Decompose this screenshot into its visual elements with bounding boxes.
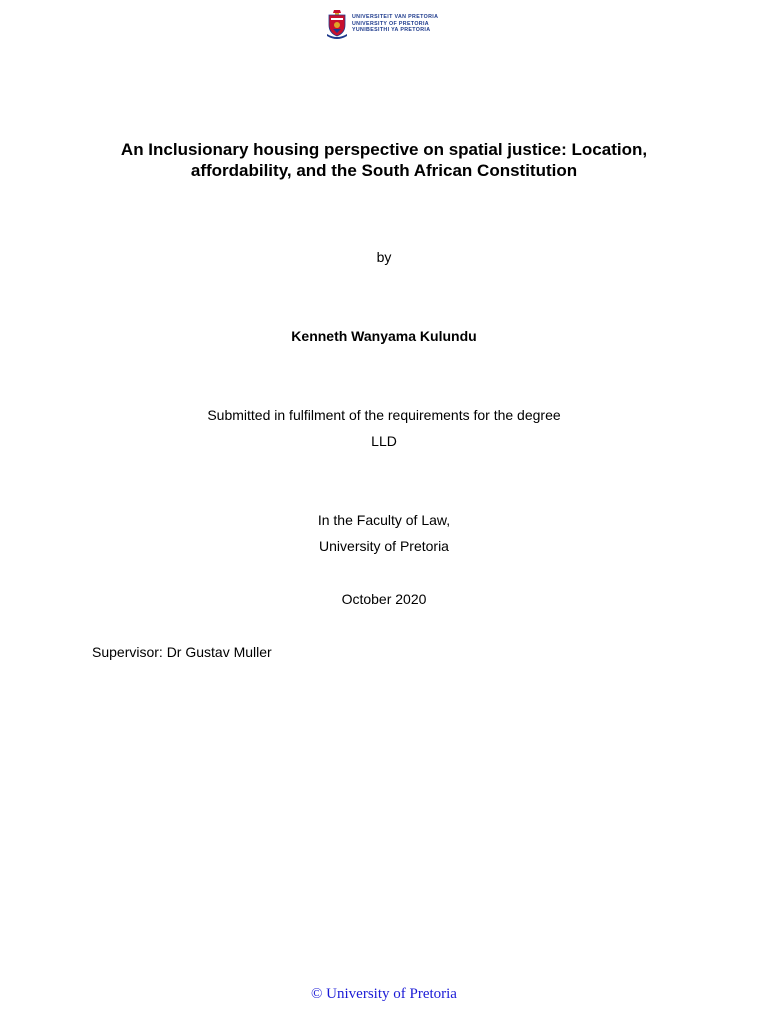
copyright-footer: © University of Pretoria (311, 986, 457, 1002)
submission-statement: Submitted in fulfilment of the requirements for the degree (207, 407, 561, 423)
logo-text (352, 14, 438, 33)
faculty-name: In the Faculty of Law, (317, 512, 451, 528)
thesis-title-line-2: affordability, and the South African Constitution (190, 161, 578, 180)
university-name: University of Pretoria (319, 538, 449, 554)
logo-line-afrikaans: UNIVERSITEIT VAN PRETORIA (352, 14, 439, 21)
submission-date: October 2020 (341, 591, 427, 607)
thesis-title-line-1: An Inclusionary housing perspective on spatial justice: Location, (120, 140, 648, 159)
logo-line-english: UNIVERSITY OF PRETORIA (352, 20, 429, 27)
thesis-title (60, 139, 708, 181)
author-name: Kenneth Wanyama Kulundu (291, 328, 477, 344)
university-logo (326, 8, 442, 40)
supervisor-line: Supervisor: Dr Gustav Muller (92, 644, 272, 660)
degree-name: LLD (371, 433, 397, 449)
logo-line-sepedi: YUNIBESITHI YA PRETORIA (352, 27, 431, 34)
university-crest-icon (326, 9, 348, 39)
by-label: by (376, 249, 392, 265)
